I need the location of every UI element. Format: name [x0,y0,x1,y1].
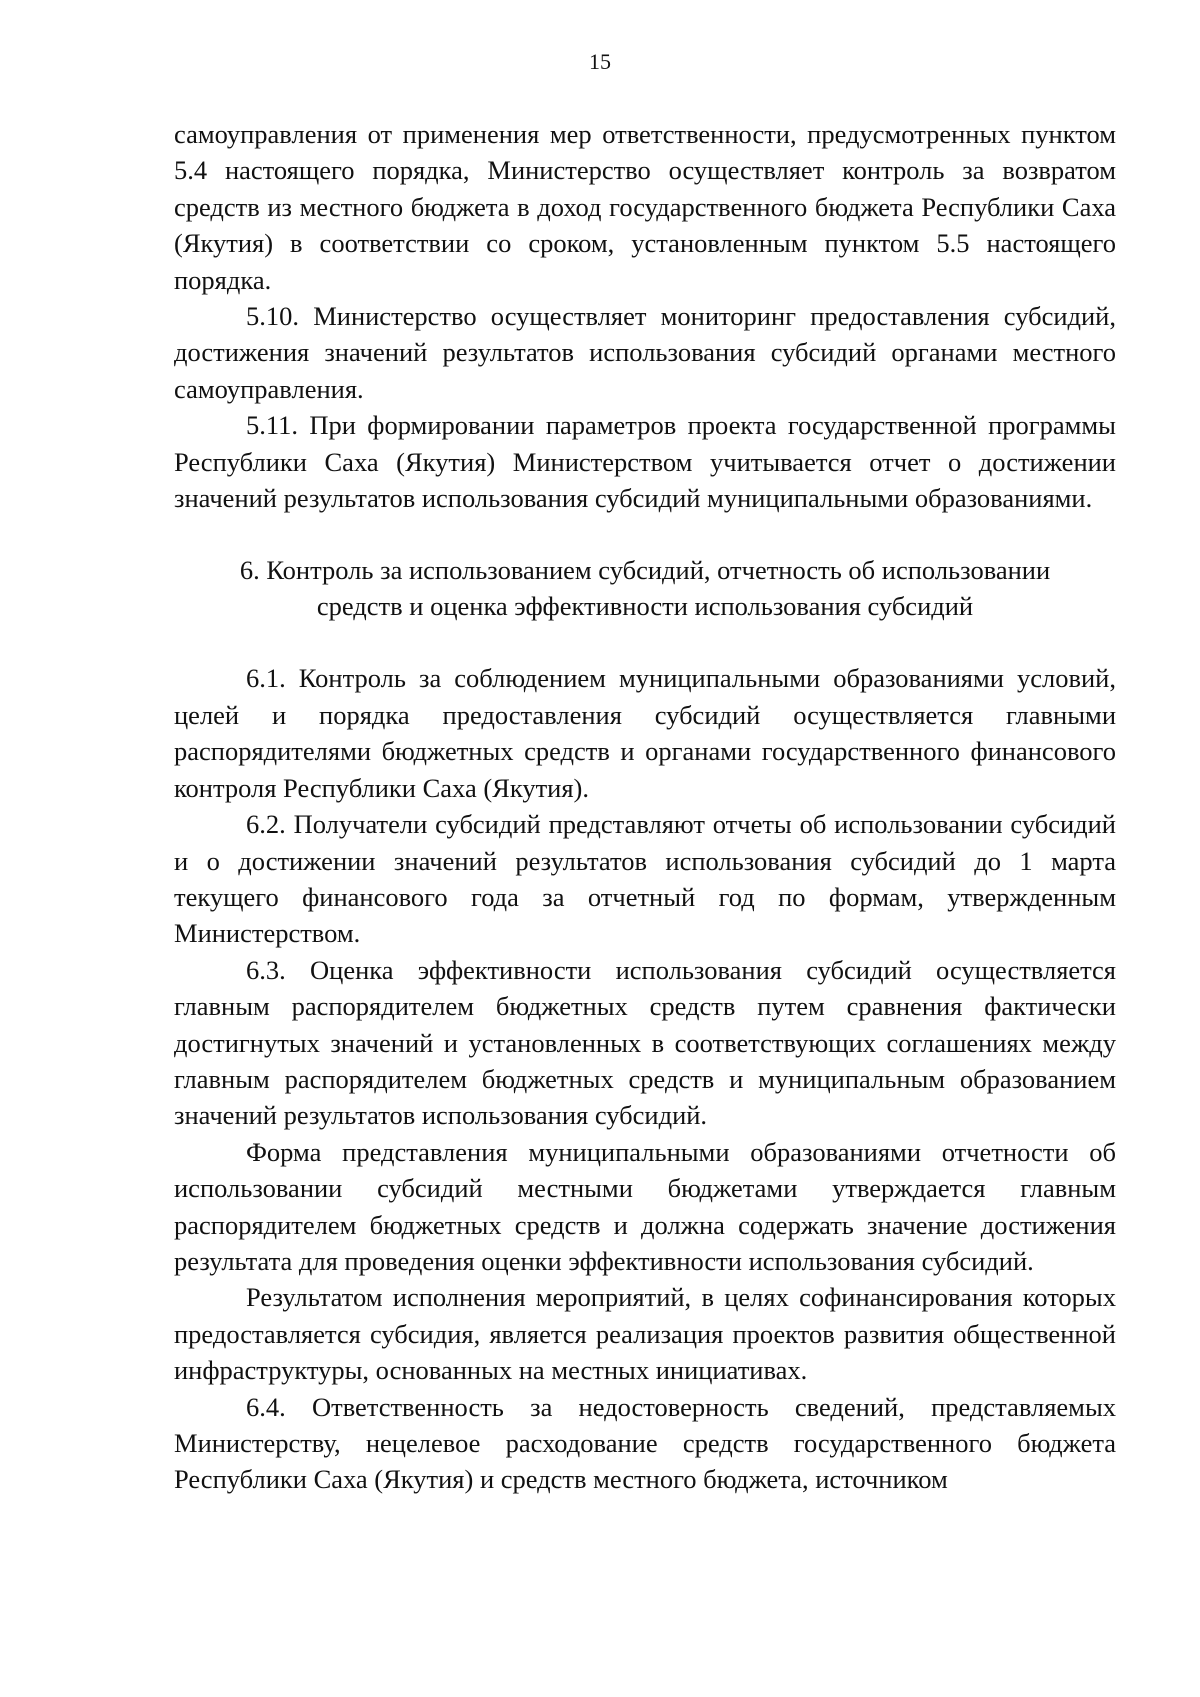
paragraph-result: Результатом исполнения мероприятий, в целях софинансирования которых предоставляется субсидия, является реализация проектов развития общественной инфраструктуры, основанных на местных инициативах. [174,1282,1116,1386]
section-heading-line-2: средств и оценка эффективности использования субсидий [316,591,974,622]
paragraph-6-3: 6.3. Оценка эффективности использования субсидий осуществляется главным распорядителем бюджетных средств путем сравнения фактически достигнутых значений и установленных в соответствующих соглашениях между главным распорядителем бюджетных средств и муниципальным образованием значений результатов использования субсидий. [174,954,1116,1131]
paragraph-5-10: 5.10. Министерство осуществляет мониторинг предоставления субсидий, достижения значений результатов использования субсидий органами местного самоуправления. [174,301,1116,404]
paragraph-report-form: Форма представления муниципальными образованиями отчетности об использовании субсидий местными бюджетами утверждается главным распорядителем бюджетных средств и должна содержать значение достижения результата для проведения оценки эффективности использования субсидий. [174,1136,1116,1276]
paragraph-continuation: самоуправления от применения мер ответственности, предусмотренных пунктом 5.4 настоящего порядка, Министерство осуществляет контроль за возвратом средств из местного бюджета в доход государственного бюджета Республики Саха (Якутия) в соответствии со сроком, установленным пунктом 5.5 настоящего порядка. [174,119,1116,295]
section-heading-line-1: 6. Контроль за использованием субсидий, отчетность об использовании [239,555,1051,586]
paragraph-5-11: 5.11. При формировании параметров проекта государственной программы Республики Саха (Якутия) Министерством учитывается отчет о достижении значений результатов использования субсидий муниципальными образованиями. [174,410,1116,514]
page-number: 15 [589,49,611,74]
section-heading [174,552,1116,624]
paragraph-6-2: 6.2. Получатели субсидий представляют отчеты об использовании субсидий и о достижении значений результатов использования субсидий до 1 марта текущего финансового года за отчетный год по формам, утвержденным Министерством. [174,809,1116,949]
paragraph-6-4: 6.4. Ответственность за недостоверность сведений, представляемых Министерству, нецелевое расходование средств государственного бюджета Республики Саха (Якутия) и средств местного бюджета, источником [174,1391,1116,1495]
paragraph-6-1: 6.1. Контроль за соблюдением муниципальными образованиями условий, целей и порядка предоставления субсидий осуществляется главными распорядителями бюджетных средств и органами государственного финансового контроля Республики Саха (Якутия). [174,663,1116,803]
document-body [174,116,1116,1498]
